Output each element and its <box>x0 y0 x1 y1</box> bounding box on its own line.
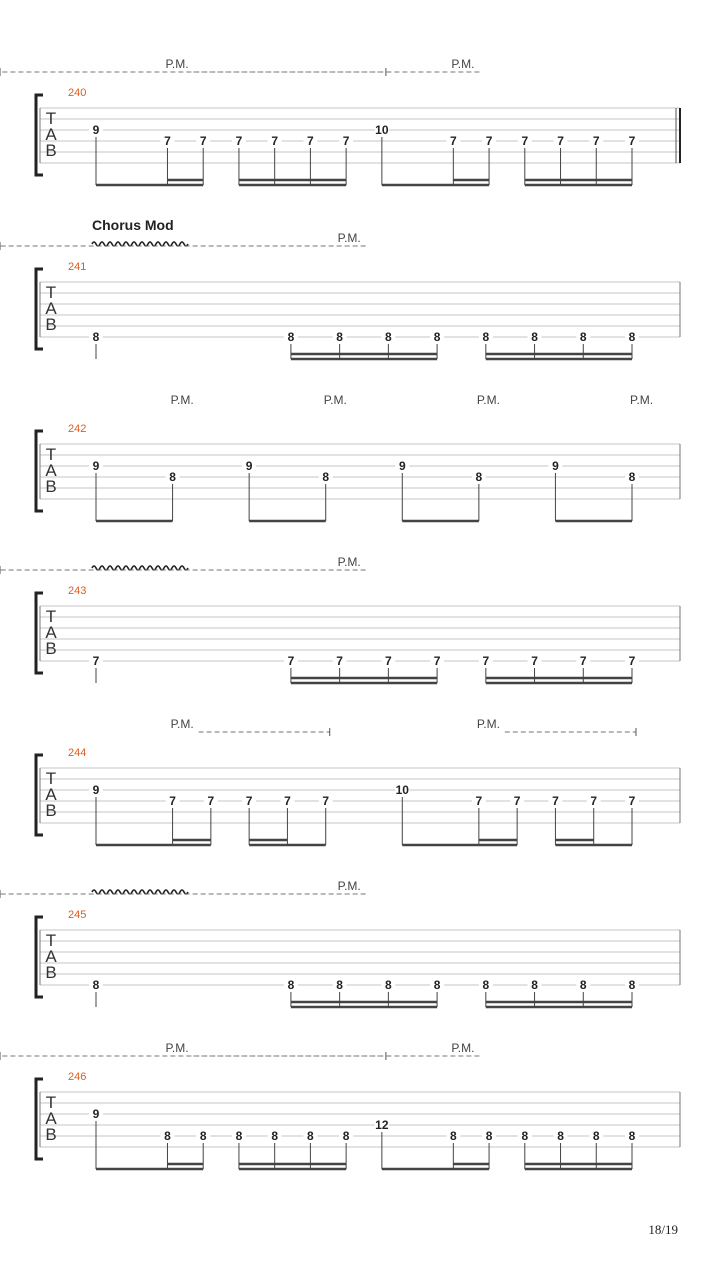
fret-number: 7 <box>245 794 253 808</box>
fret-number: 7 <box>521 134 529 148</box>
fret-number: 8 <box>531 330 538 344</box>
fret-number: 8 <box>579 330 587 344</box>
tab-clef-letter: T <box>45 283 57 302</box>
fret-number: 8 <box>557 1129 564 1143</box>
fret-number: 7 <box>590 794 598 808</box>
fret-number: 7 <box>557 134 564 148</box>
measure-number: 245 <box>68 909 87 921</box>
fret-number: 7 <box>482 654 490 668</box>
measure-number: 243 <box>68 585 87 597</box>
fret-number: 7 <box>475 794 483 808</box>
vibrato-wavy-line <box>92 566 188 570</box>
fret-number: 7 <box>485 134 493 148</box>
fret-number: 7 <box>92 654 100 668</box>
fret-number: 7 <box>271 134 279 148</box>
palm-mute-label: P.M. <box>476 717 500 731</box>
fret-number: 8 <box>169 470 176 484</box>
fret-number: 8 <box>485 1129 493 1143</box>
fret-number: 7 <box>164 134 171 148</box>
measure-number: 241 <box>68 261 87 273</box>
tab-clef-letter: B <box>45 477 57 496</box>
fret-number: 8 <box>336 330 343 344</box>
fret-number: 8 <box>164 1129 171 1143</box>
fret-number: 8 <box>385 978 392 992</box>
fret-number: 7 <box>628 654 636 668</box>
fret-number: 7 <box>169 794 176 808</box>
vibrato-wavy-line <box>92 242 188 246</box>
tab-clef-letter: A <box>45 947 57 966</box>
palm-mute-label: P.M. <box>630 393 654 407</box>
tab-clef-letter: A <box>45 1109 57 1128</box>
fret-number: 8 <box>287 330 295 344</box>
measure-number: 244 <box>68 747 87 759</box>
fret-number: 7 <box>287 654 295 668</box>
fret-number: 8 <box>322 470 330 484</box>
tab-clef-letter: B <box>45 963 57 982</box>
fret-number: 12 <box>375 1118 389 1132</box>
fret-number: 9 <box>92 459 100 473</box>
tab-clef-letter: B <box>45 639 57 658</box>
tab-clef-letter: A <box>45 461 57 480</box>
fret-number: 7 <box>336 654 343 668</box>
palm-mute-label: P.M. <box>165 1041 189 1055</box>
fret-number: 7 <box>342 134 350 148</box>
palm-mute-label: P.M. <box>165 57 189 71</box>
fret-number: 8 <box>271 1129 279 1143</box>
fret-number: 8 <box>579 978 587 992</box>
fret-number: 7 <box>322 794 330 808</box>
tab-clef-letter: T <box>45 1093 57 1112</box>
fret-number: 9 <box>92 123 100 137</box>
tab-clef-letter: A <box>45 299 57 318</box>
fret-number: 7 <box>513 794 521 808</box>
fret-number: 8 <box>628 978 636 992</box>
fret-number: 7 <box>592 134 600 148</box>
tab-clef-letter: T <box>45 109 57 128</box>
tab-clef-letter: B <box>45 141 57 160</box>
fret-number: 8 <box>482 978 490 992</box>
palm-mute-label: P.M. <box>337 231 361 245</box>
fret-number: 10 <box>395 783 409 797</box>
fret-number: 7 <box>284 794 291 808</box>
fret-number: 8 <box>433 978 441 992</box>
fret-number: 8 <box>433 330 441 344</box>
fret-number: 8 <box>385 330 392 344</box>
fret-number: 7 <box>235 134 243 148</box>
fret-number: 7 <box>579 654 587 668</box>
palm-mute-label: P.M. <box>170 393 194 407</box>
measure-number: 242 <box>68 423 87 435</box>
fret-number: 8 <box>307 1129 314 1143</box>
fret-number: 7 <box>552 794 559 808</box>
page-number: 18/19 <box>648 1222 678 1237</box>
palm-mute-label: P.M. <box>337 879 361 893</box>
tab-clef-letter: T <box>45 607 57 626</box>
fret-number: 8 <box>628 1129 636 1143</box>
tab-clef-letter: T <box>45 445 57 464</box>
fret-number: 8 <box>235 1129 243 1143</box>
palm-mute-label: P.M. <box>476 393 500 407</box>
fret-number: 7 <box>207 794 215 808</box>
fret-number: 8 <box>287 978 295 992</box>
fret-number: 7 <box>307 134 314 148</box>
fret-number: 8 <box>336 978 343 992</box>
fret-number: 7 <box>531 654 538 668</box>
tab-clef-letter: A <box>45 623 57 642</box>
fret-number: 8 <box>92 978 100 992</box>
tab-clef-letter: A <box>45 125 57 144</box>
fret-number: 8 <box>199 1129 207 1143</box>
measure-number: 240 <box>68 87 87 99</box>
palm-mute-label: P.M. <box>170 717 194 731</box>
fret-number: 9 <box>398 459 406 473</box>
palm-mute-label: P.M. <box>323 393 347 407</box>
measure-number: 246 <box>68 1071 87 1083</box>
fret-number: 7 <box>449 134 457 148</box>
palm-mute-label: P.M. <box>337 555 361 569</box>
section-label: Chorus Mod <box>92 217 174 233</box>
fret-number: 8 <box>521 1129 529 1143</box>
tab-clef-letter: B <box>45 315 57 334</box>
tab-clef-letter: A <box>45 785 57 804</box>
tab-clef-letter: B <box>45 801 57 820</box>
fret-number: 8 <box>342 1129 350 1143</box>
tab-clef-letter: T <box>45 931 57 950</box>
fret-number: 8 <box>482 330 490 344</box>
fret-number: 8 <box>449 1129 457 1143</box>
palm-mute-label: P.M. <box>451 1041 475 1055</box>
fret-number: 7 <box>628 134 636 148</box>
fret-number: 8 <box>92 330 100 344</box>
fret-number: 7 <box>385 654 392 668</box>
vibrato-wavy-line <box>92 890 188 894</box>
fret-number: 8 <box>531 978 538 992</box>
fret-number: 9 <box>552 459 559 473</box>
tab-clef-letter: T <box>45 769 57 788</box>
fret-number: 9 <box>92 783 100 797</box>
tab-clef-letter: B <box>45 1125 57 1144</box>
fret-number: 8 <box>592 1129 600 1143</box>
fret-number: 7 <box>433 654 441 668</box>
fret-number: 8 <box>628 470 636 484</box>
fret-number: 8 <box>475 470 483 484</box>
fret-number: 7 <box>628 794 636 808</box>
fret-number: 9 <box>245 459 253 473</box>
fret-number: 10 <box>375 123 389 137</box>
palm-mute-label: P.M. <box>451 57 475 71</box>
fret-number: 7 <box>199 134 207 148</box>
fret-number: 8 <box>628 330 636 344</box>
fret-number: 9 <box>92 1107 100 1121</box>
